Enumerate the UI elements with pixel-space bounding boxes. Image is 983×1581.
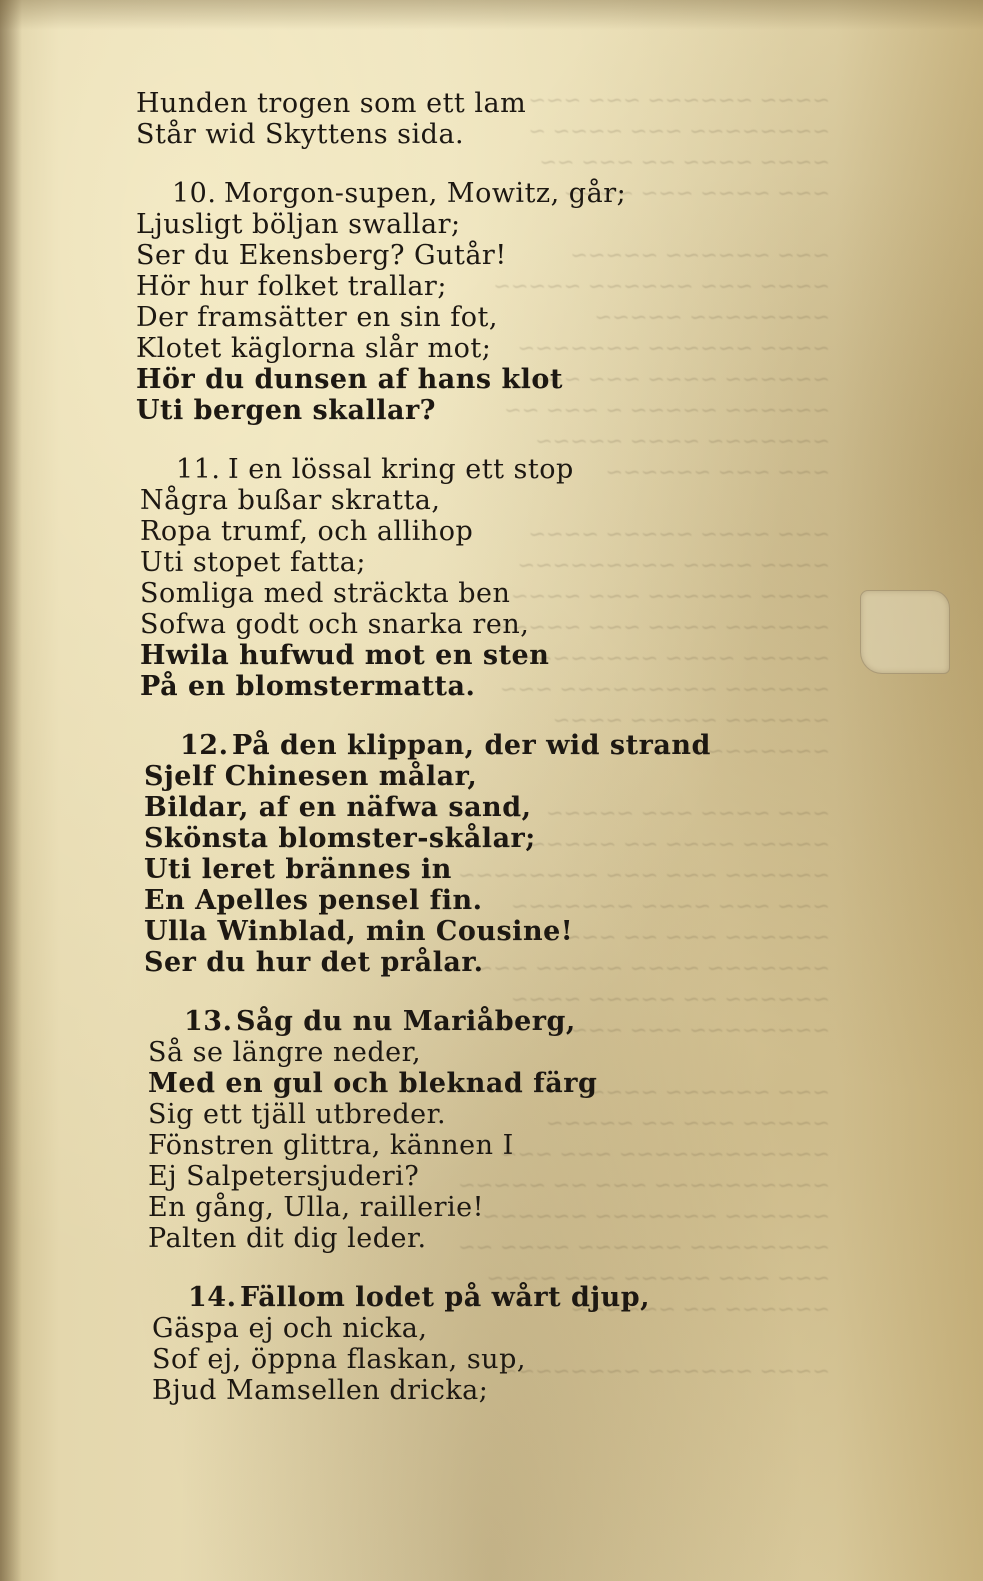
stanza-12 [136, 730, 756, 978]
stanza-line: Gäspa ej och nicka, [152, 1313, 428, 1344]
intro-line: Hunden trogen som ett lam [136, 88, 527, 119]
stanza-line: Med en gul och bleknad färg [148, 1068, 598, 1099]
stanza-14 [136, 1282, 756, 1406]
stanza-11 [136, 454, 756, 702]
paper-tear [860, 590, 950, 674]
stanza-line: Bjud Mamsellen dricka; [152, 1375, 489, 1406]
stanza-line: Sof ej, öppna flaskan, sup, [152, 1344, 526, 1375]
stanza-13 [136, 1006, 756, 1254]
stanza-line: Skönsta blomster-skålar; [144, 823, 536, 854]
intro-lines [136, 88, 756, 150]
stanza-line: Ser du Ekensberg? Gutår! [136, 240, 507, 271]
stanza-line: På en blomstermatta. [140, 671, 476, 702]
stanza-line: Ulla Winblad, min Cousine! [144, 916, 574, 947]
stanza-line: Bildar, af en näfwa sand, [144, 792, 532, 823]
stanza-first-line: Morgon-supen, Mowitz, går; [224, 178, 627, 209]
poem-text [136, 88, 756, 1406]
stanza-line: Sjelf Chinesen målar, [144, 761, 478, 792]
stanza-number: 14. [188, 1282, 237, 1313]
stanza-10 [136, 178, 756, 426]
stanza-number: 11. [176, 454, 221, 485]
stanza-first-line: Fällom lodet på wårt djup, [240, 1282, 651, 1313]
stanza-line: Klotet käglorna slår mot; [136, 333, 492, 364]
stanza-line: Sofwa godt och snarka ren, [140, 609, 530, 640]
stanza-line: Somliga med sträckta ben [140, 578, 511, 609]
stanza-first-line: I en lössal kring ett stop [228, 454, 574, 485]
stanza-line: Hör hur folket trallar; [136, 271, 447, 302]
stanza-line: Palten dit dig leder. [148, 1223, 427, 1254]
stanza-line: Der framsätter en sin fot, [136, 302, 498, 333]
stanza-line: Uti stopet fatta; [140, 547, 366, 578]
stanza-number: 10. [172, 178, 217, 209]
stanza-line: Ropa trumf, och allihop [140, 516, 474, 547]
stanza-first-line: På den klippan, der wid strand [232, 730, 711, 761]
stanza-line: Hör du dunsen af hans klot [136, 364, 563, 395]
stanza-line: Ser du hur det prålar. [144, 947, 484, 978]
stanza-line: Så se längre neder, [148, 1037, 422, 1068]
stanza-line: Uti leret brännes in [144, 854, 452, 885]
stanza-line: Några bußar skratta, [140, 485, 441, 516]
stanza-line: Uti bergen skallar? [136, 395, 437, 426]
stanza-line: Ej Salpetersjuderi? [148, 1161, 420, 1192]
stanza-line: En Apelles pensel fin. [144, 885, 483, 916]
stanza-number: 13. [184, 1006, 233, 1037]
stanza-line: Ljusligt böljan swallar; [136, 209, 461, 240]
stanza-number: 12. [180, 730, 229, 761]
stanza-line: Sig ett tjäll utbreder. [148, 1099, 447, 1130]
stanza-line: Fönstren glittra, kännen I [148, 1130, 514, 1161]
show-through-text: ~~~~ ~~~~~~ ~~~ ~~~ ~~~~~~~~ ~~~ ~~~~ ~ ~~~~ ~~~~ ~~ ~~~ ~~ ~~~ ~~~~ ~~~ ~~~~ ~~~ ~~~~~~ ~~~~~ ~~~~ ~~~ ~~~~~~ ~~~~~ ~~~~~~~~ ~~~~~ ~~~~ ~~~~~~ ~~~~~~~ ~~~~~~ ~~~~ ~~~ ~~~ ~~~~~~ ~~~~~ ~ ~~~ ~~ ~~~~~~~ ~~~~ ~~~~~ ~~~ ~~~ ~~~~~~ ~~~ ~~~~ ~~~~~ ~~~~ ~~~~ ~~~~ ~~~~~~~~~ ~~~~ ~~~~~~ ~~~ ~~~~ ~~~~~~ ~~~~ ~~~ ~~~~~ ~~~~~ ~~~~ ~~~~~~~~ ~~~~~~ ~~~~~~~~~ ~~~ ~~~~~~ ~~~~~ ~~~~ ~~~~~~~~~~ ~~~ ~~~~ ~~~ ~~~~~ ~~~~~ ~~~~ ~~ ~~~~~ ~~~~~~ ~~~ ~~~ ~~~~~~~~ ~~~ ~~~ ~~~~ ~~~~~~~ ~~~~~~ ~~~ ~~ ~~~ ~~~~~~~ ~~~~ ~~~~~ ~~~ ~~~~~~ ~~ ~~~~~ ~~~~ ~~~~~~~~ ~~~ ~~~ ~~~ ~~~~~~ ~~~~ ~~~~~ ~~~ ~~ ~~~~~ ~~~~~~~~~~~~ ~~~ ~~~ ~~~~~~~~~~ ~~~ ~~ ~~~~~ ~~~~~~ ~~~~~~~ ~~~~~~ ~~~~~~~~ ~~~~~~ ~~~~ ~~ ~~~ ~~~ ~~~~~ ~~~ ~~~~ ~~~~~~ ~~ ~~~~~~ ~~~~ ~~~~~~ ~~~~~~~~ [458, 88, 830, 1383]
stanza-line: Hwila hufwud mot en sten [140, 640, 550, 671]
stanza-first-line: Såg du nu Mariåberg, [236, 1006, 576, 1037]
stanza-line: En gång, Ulla, raillerie! [148, 1192, 484, 1223]
intro-line: Står wid Skyttens sida. [136, 119, 465, 150]
